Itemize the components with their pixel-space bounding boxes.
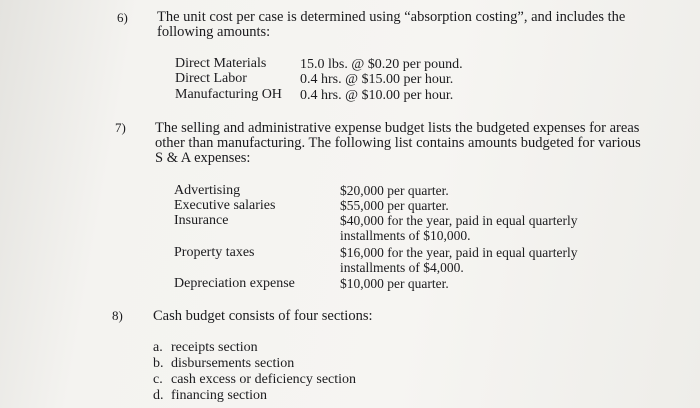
expense-label-property-taxes: Property taxes [174, 245, 255, 260]
expense-label-executive-salaries: Executive salaries [174, 198, 276, 213]
expense-label-depreciation: Depreciation expense [174, 276, 295, 291]
section-list-item-a [153, 340, 258, 356]
item-8-number: 8) [112, 308, 123, 323]
section-label: financing section [171, 388, 268, 403]
item-7-number: 7) [115, 120, 126, 135]
cost-label-direct-materials: Direct Materials [175, 56, 267, 71]
item-6-text-line2: following amounts: [157, 24, 271, 40]
cost-value-direct-materials: 15.0 lbs. @ $0.20 per pound. [300, 57, 463, 72]
item-7-text-line3: S & A expenses: [155, 150, 251, 166]
section-label: receipts section [171, 340, 258, 355]
expense-label-advertising: Advertising [174, 183, 241, 198]
section-list-item-c [153, 372, 356, 388]
section-list-item-b [153, 356, 294, 372]
section-letter: c. [153, 372, 163, 387]
section-letter: b. [153, 356, 164, 371]
section-list-item-d [153, 388, 267, 404]
cost-label-manufacturing-oh: Manufacturing OH [175, 87, 282, 102]
cost-value-direct-labor: 0.4 hrs. @ $15.00 per hour. [300, 72, 454, 87]
section-letter: a. [153, 340, 163, 355]
item-7-text-line2: other than manufacturing. The following list contains amounts budgeted for various [155, 135, 641, 151]
expense-value-insurance-line1: $40,000 for the year, paid in equal quarterly [340, 213, 578, 228]
cost-value-manufacturing-oh: 0.4 hrs. @ $10.00 per hour. [300, 88, 454, 103]
section-letter: d. [153, 388, 164, 403]
item-6-number: 6) [117, 10, 128, 25]
cost-label-direct-labor: Direct Labor [175, 71, 247, 86]
item-8-text: Cash budget consists of four sections: [153, 308, 373, 324]
section-label: disbursements section [171, 356, 295, 371]
item-7-text-line1: The selling and administrative expense budget lists the budgeted expenses for areas [155, 120, 640, 136]
section-label: cash excess or deficiency section [171, 372, 357, 387]
expense-value-executive-salaries: $55,000 per quarter. [340, 198, 449, 213]
expense-value-depreciation: $10,000 per quarter. [340, 276, 449, 291]
expense-value-property-taxes-line2: installments of $4,000. [340, 260, 464, 275]
expense-value-advertising: $20,000 per quarter. [340, 183, 449, 198]
item-6-text-line1: The unit cost per case is determined using “absorption costing”, and includes the [157, 9, 626, 25]
expense-label-insurance: Insurance [174, 213, 229, 228]
expense-value-property-taxes-line1: $16,000 for the year, paid in equal quarterly [340, 245, 578, 260]
expense-value-insurance-line2: installments of $10,000. [340, 228, 471, 243]
